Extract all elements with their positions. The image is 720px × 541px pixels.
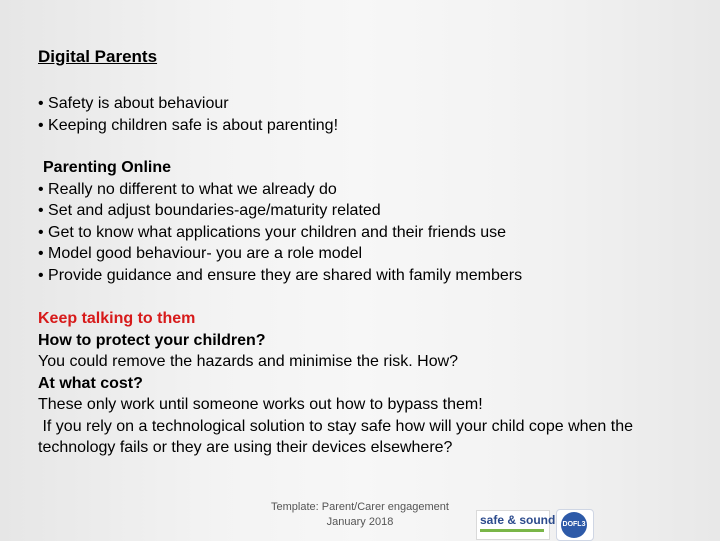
dofl-logo	[556, 509, 594, 541]
intro-item: • Safety is about behaviour	[38, 95, 229, 112]
dofl-logo-badge: DOFL3	[561, 512, 587, 538]
keep-talking-heading: Keep talking to them	[38, 310, 196, 327]
safe-and-sound-logo-text: safe & sound	[480, 513, 556, 527]
intro-list	[38, 93, 338, 136]
parenting-bullet: • Set and adjust boundaries-age/maturity related	[38, 202, 381, 219]
parenting-online-section	[38, 157, 522, 286]
safe-and-sound-logo	[476, 510, 556, 540]
parenting-bullet: • Model good behaviour- you are a role model	[38, 245, 363, 262]
cost-question: At what cost?	[38, 374, 143, 392]
parenting-bullet: • Get to know what applications your children and their friends use	[38, 223, 507, 241]
slide-title: Digital Parents	[38, 47, 158, 66]
footer-date-line: January 2018	[326, 516, 394, 528]
logo-underline	[480, 529, 544, 532]
parenting-bullet: • Really no different to what we already do	[38, 180, 337, 198]
footer-template-line: Template: Parent/Carer engagement	[271, 501, 449, 513]
technology-text: If you rely on a technological solution to stay safe how will your child cope when the technology fails or they are using their devices elsewhere?	[38, 417, 642, 456]
parenting-bullet: • Provide guidance and ensure they are shared with family members	[38, 266, 523, 284]
bypass-text: These only work until someone works out how to bypass them!	[38, 396, 483, 413]
parenting-heading: Parenting Online	[43, 159, 172, 176]
protect-question: How to protect your children?	[38, 331, 266, 349]
intro-item: • Keeping children safe is about parenting!	[38, 116, 339, 134]
keep-talking-section	[38, 308, 668, 459]
footer-text	[260, 500, 460, 530]
hazards-text: You could remove the hazards and minimise the risk. How?	[38, 353, 459, 370]
